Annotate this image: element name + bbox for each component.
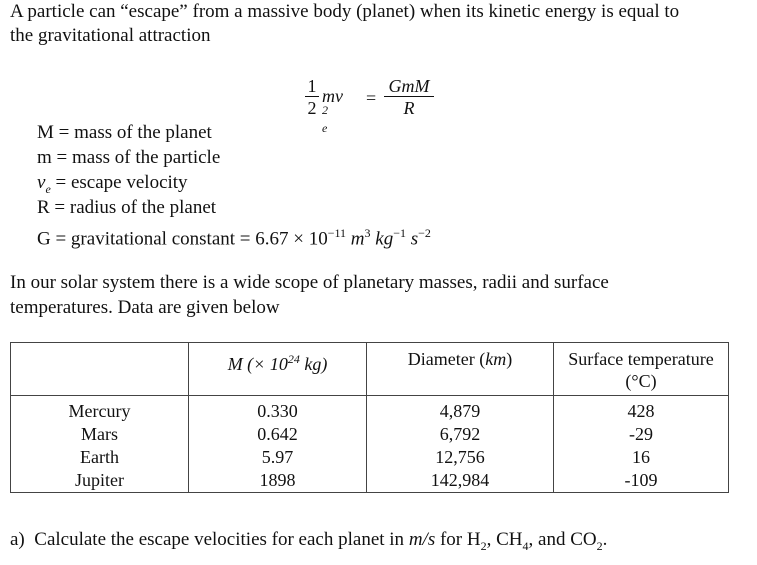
planet-diameter: 6,792 [439,424,481,444]
def-particle-mass: m = mass of the particle [37,147,221,168]
planet-name: Earth [80,447,119,467]
planet-mass: 0.330 [257,401,298,421]
gravity-fraction: GmM R [384,76,434,119]
planet-names-cell [11,396,189,493]
header-mass: M (× $10^{24}$ kg) [189,343,367,396]
planet-name: Mars [81,424,118,444]
planet-data-table [10,342,729,493]
def-escape-velocity: $v_e$ = escape velocity [37,172,188,196]
intro-line-2: the gravitational attraction [10,25,211,46]
planet-mass: 1898 [259,470,296,490]
planet-diameter: 142,984 [430,470,490,490]
table-body-row [11,396,729,493]
planet-diameter: 12,756 [435,447,485,467]
planet-name: Jupiter [75,470,124,490]
intro-line-1: A particle can “escape” from a massive body (planet) when its kinetic energy is equal to [10,1,680,22]
planet-temperatures-cell [554,396,729,493]
header-temperature: Surface temperature (°C) [554,343,729,396]
def-grav-constant: G = gravitational constant = $6.67 \times 10^{-11}$ $m^3$ $kg^{-1}$ $s^{-2}$ [37,226,431,250]
planet-masses-cell [189,396,367,493]
kinetic-term: $mv^2$ e [322,86,343,135]
table-header-row [11,343,729,396]
paragraph-line-2: temperatures. Data are given below [10,297,280,318]
def-planet-mass: M = mass of the planet [37,122,212,143]
question-a: a) Calculate the escape velocities for each planet in m/s for $H_2$, $CH_4$, and $CO_2$. [10,529,608,553]
question-label: a) [10,529,25,550]
planet-temperature: 428 [627,401,655,421]
planet-name: Mercury [68,401,131,421]
planet-temperature: -109 [624,470,658,490]
planet-temperature: 16 [632,447,650,467]
half-fraction: $\frac{1}{2}$ [305,76,319,119]
planet-diameter: 4,879 [439,401,481,421]
def-planet-radius: R = radius of the planet [37,197,217,218]
equals-sign: = [366,88,377,108]
planet-mass: 5.97 [261,447,294,467]
paragraph-line-1: In our solar system there is a wide scope of planetary masses, radii and surface [10,272,609,293]
planet-temperature: -29 [629,424,653,444]
header-planet [11,343,189,396]
header-diameter: Diameter (km) [367,343,554,396]
planet-mass: 0.642 [257,424,298,444]
planet-diameters-cell [367,396,554,493]
